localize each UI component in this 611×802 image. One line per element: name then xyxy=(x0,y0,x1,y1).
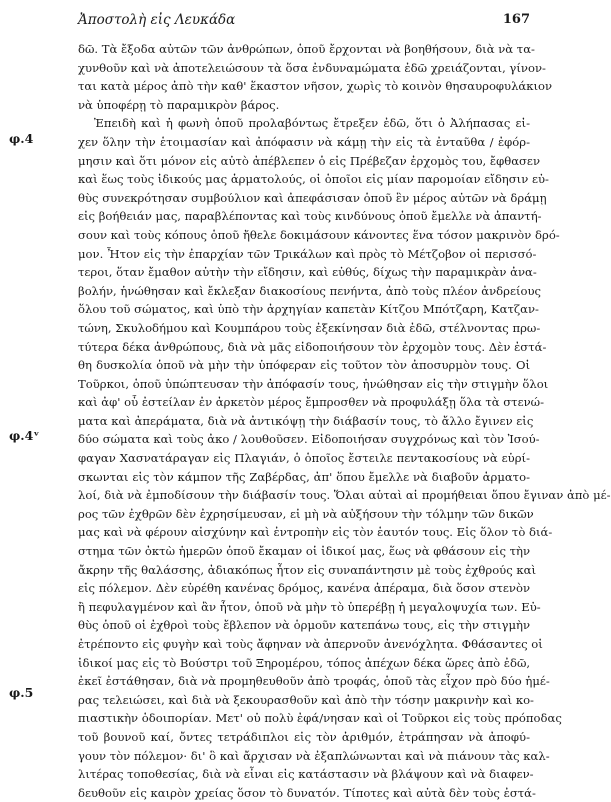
running-title: Ἀποστολὴ εἰς Λευκάδα xyxy=(78,12,236,28)
text-line: καὶ ἀφ' οὗ ἐστείλαν ἐν ἀρκετὸν μέρος ἔμπροσθεν νὰ προφυλάξῃ ὅλα τὰ στενώ- xyxy=(78,395,545,410)
text-line: Τοῦρκοι, ὁποῦ ὑπώπτευσαν τὴν ἀπόφασίν τους, ἡνώθησαν εἰς τὴν στιγμὴν ὅλοι xyxy=(78,376,549,391)
text-line: χυνθοῦν καὶ νὰ ἀποτελειώσουν τὰ ὅσα ἐνδυναμώματα ἐδῶ χρειάζονται, γίνον- xyxy=(78,60,546,75)
text-line: ρος τῶν ἐχθρῶν δὲν ἐχρησίμευσαν, εἰ μὴ νὰ αὐξήσουν τὴν τόλμην τῶν δικῶν xyxy=(78,506,534,521)
text-line: Ἐπειδὴ καὶ ἡ φωνὴ ὁποῦ προλαβόντως ἔτρεξεν ἐδῶ, ὅτι ὁ Ἀλήπασας εἰ- xyxy=(94,116,530,131)
text-line: τεροι, ὅταν ἔμαθον αὐτὴν τὴν εἴδησιν, καὶ εὐθύς, δίχως τὴν παραμικρὰν ἀνα- xyxy=(78,265,537,280)
text-line: δῶ. Τὰ ἔξοδα αὐτῶν τῶν ἀνθρώπων, ὁποῦ ἔρχονται νὰ βοηθήσουν, διὰ νὰ τα- xyxy=(78,42,535,56)
text-line: ὅλου τοῦ σώματος, καὶ ὑπὸ τὴν ἀρχηγίαν καπετὰν Κίτζου Μπότζαρη, Κατζαν- xyxy=(78,302,539,317)
text-line: λιτέρας τοποθεσίας, διὰ νὰ εἶναι εἰς κατάστασιν νὰ βλάψουν καὶ νὰ διαφεν- xyxy=(78,767,534,782)
text-line: τύτερα δέκα ἀνθρώπους, διὰ νὰ μᾶς εἰδοποιήσουν τὸν ἐρχομὸν τους. Δὲν ἐστά- xyxy=(78,339,547,354)
text-line: ται κατὰ μέρος ἀπὸ τὴν καθ' ἕκαστον νῆσον, χωρὶς τὸ κοινὸν θησαυροφυλάκιον xyxy=(78,79,553,94)
text-line: σκωνται εἰς τὸν κάμπον τῆς Ζαβέρδας, ἀπ' ὅπου ἔμελλε νὰ διαβοῦν ἁρματο- xyxy=(78,469,530,484)
text-line: χεν ὅλην τὴν ἑτοιμασίαν καὶ ἀπόφασιν νὰ κάμῃ τὴν εἰς τὰ ἐνταῦθα / ἐφόρ- xyxy=(78,134,530,149)
text-line: ματα καὶ ἀπεράματα, διὰ νὰ ἀντικόψῃ τὴν διάβασίν τους, τὸ ἄλλο ἔγινεν εἰς xyxy=(78,413,534,428)
text-line: εἰς πόλεμον. Δὲν εὑρέθη κανένας δρόμος, κανένα ἀπέραμα, διὰ ὅσον στενὸν xyxy=(78,581,530,596)
text-line: τώνη, Σκυλοδήμου καὶ Κουμπάρου τοὺς ἐξεκίνησαν διὰ ἐδῶ, στέλνοντας πρω- xyxy=(78,320,541,335)
text-line: βολήν, ἡνώθησαν καὶ ἔκλεξαν διακοσίους πενήντα, ἀπὸ τοὺς πλέον ἀνδρείους xyxy=(78,283,542,298)
text-line: τοῦ βουνοῦ καί, ὄντες τετράδιπλοι εἰς τὸν ἀριθμόν, ἐτράπησαν νὰ ἀποφύ- xyxy=(78,729,530,744)
text-line: ἐκεῖ ἐστάθησαν, διὰ νὰ προμηθευθοῦν ἀπὸ τροφάς, ὁποῦ τὰς εἶχον πρὸ δύο ἡμέ- xyxy=(78,674,550,689)
text-line: πιαστικὴν ὁδοιπορίαν. Μετ' οὐ πολὺ ἐφά/νησαν καὶ οἱ Τοῦρκοι εἰς τοὺς πρόποδας xyxy=(78,711,562,726)
text-line: στημα τῶν ὀκτὼ ἡμερῶν ὁποῦ ἔκαμαν οἱ ἰδικοί μας, ἕως νὰ φθάσουν εἰς τὴν xyxy=(78,544,531,559)
text-line: δευθοῦν εἰς καιρὸν χρείας ὅσον τὸ δυνατόν. Τίποτες καὶ αὐτὰ δὲν τοὺς ἐστά- xyxy=(78,785,536,800)
text-line: μας καὶ νὰ φέρουν αἰσχύνην καὶ ἐντροπὴν εἰς τὸν ἑαυτόν τους. Εἰς ὅλον τὸ διά- xyxy=(78,525,553,540)
text-line: ἢ πεφυλαγμένον καὶ ἂν ἦτον, ὁποῦ νὰ μὴν τὸ ὑπερέβῃ ἡ μεγαλοψυχία των. Εὐ- xyxy=(78,599,541,614)
text-line: θὺς συνεκρότησαν συμβούλιον καὶ ἀπεφάσισαν ὁποῦ ἓν μέρος αὐτῶν νὰ δράμῃ xyxy=(78,190,547,205)
page-header xyxy=(78,12,530,32)
text-line: ἐτρέποντο εἰς φυγὴν καὶ τοὺς ἄφηναν νὰ ἀπερνοῦν ἀνενόχλητα. Φθάσαντες οἱ xyxy=(78,637,543,651)
body-text xyxy=(78,40,611,802)
text-line: ἰδικοί μας εἰς τὸ Βούστρι τοῦ Ξηρομέρου, τόπος ἀπέχων δέκα ὥρες ἀπὸ ἐδῶ, xyxy=(78,655,531,670)
margin-folio-mark: φ.4ᵛ xyxy=(9,428,40,443)
text-line: φαγαν Χασνατάραγαν εἰς Πλαγιάν, ὁ ὁποῖος ἔστειλε πεντακοσίους νὰ εὑρί- xyxy=(78,451,530,466)
text-line: δύο σώματα καὶ τοὺς ἀκο / λουθοῦσεν. Εἰδοποιήσαν συγχρόνως καὶ τὸν Ἰσού- xyxy=(78,432,540,447)
text-line: λοί, διὰ νὰ ἐμποδίσουν τὴν διάβασίν τους. Ὅλαι αὐταὶ αἱ προμήθειαι ὅπου ἔγιναν ἀπὸ μέ- xyxy=(78,488,611,503)
text-line: ἄκρην τῆς θαλάσσης, ἀδιακόπως ἦτον εἰς συναπάντησιν μὲ τοὺς ἐχθρούς καὶ xyxy=(78,562,537,577)
text-line: θη δυσκολία ὁποῦ νὰ μὴν τὴν ὑπόφεραν εἰς τοῦτον τὸν ἀποσυρμὸν τους. Οἱ xyxy=(78,358,530,373)
text-line: ρας τελειώσει, καὶ διὰ νὰ ξεκουρασθοῦν καὶ ἀπὸ τὴν τόσην μακρινὴν καὶ κο- xyxy=(78,692,534,707)
margin-folio-mark: φ.4 xyxy=(9,131,34,146)
text-line: μησιν καὶ ὅτι μόνον εἰς αὐτὸ ἀπέβλεπεν ὁ εἰς Πρέβεζαν ἐρχομὸς του, ἔφθασεν xyxy=(78,153,540,168)
text-line: καὶ ἕως τοὺς ἰδικούς μας ἁρματολούς, οἱ ὁποῖοι εἰς μίαν παρομοίαν εἴδησιν εὐ- xyxy=(78,172,549,187)
text-line: νὰ ὑποφέρῃ τὸ παραμικρὸν βάρος. xyxy=(78,97,280,112)
text-line: σουν καὶ τοὺς κόπους ὁποῦ ἤθελε δοκιμάσουν κάνοντες ἕνα τόσον μακρινὸν δρό- xyxy=(78,227,560,242)
margin-folio-mark: φ.5 xyxy=(9,685,34,700)
text-line: μον. Ἦτον εἰς τὴν ἐπαρχίαν τῶν Τρικάλων καὶ πρὸς τὸ Μέτζοβον οἱ περισσό- xyxy=(78,246,537,261)
text-line: θὺς ὁποῦ οἱ ἐχθροὶ τοὺς ἔβλεπον νὰ ὁρμοῦν κατεπάνω τους, εἰς τὴν στιγμὴν xyxy=(78,618,530,633)
text-line: εἰς βοήθειάν μας, παραβλέποντας καὶ τοὺς κινδύνους ὁποῦ ἔμελλε νὰ ἀπαντή- xyxy=(78,209,542,224)
page-number: 167 xyxy=(502,12,530,27)
text-line: γουν τὸν πόλεμον· δι' ὃ καὶ ἄρχισαν νὰ ἐξαπλώνωνται καὶ νὰ πιάνουν τὰς καλ- xyxy=(78,748,550,763)
